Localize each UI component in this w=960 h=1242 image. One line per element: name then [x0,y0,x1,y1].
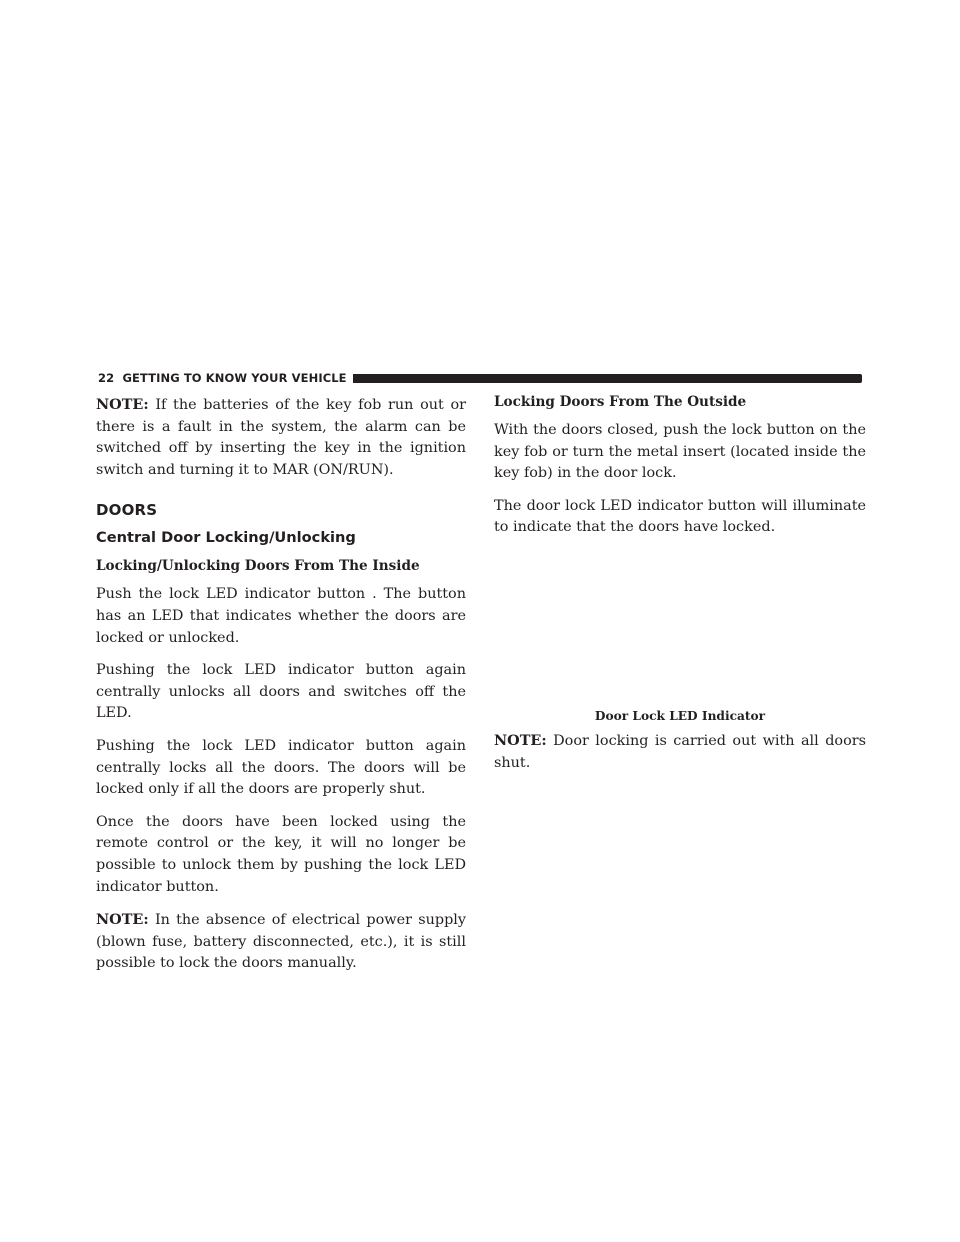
body-paragraph: The door lock LED indicator button will illuminate to indicate that the doors have locked. [494,497,866,536]
header-rule [353,374,862,383]
left-column [96,394,466,986]
right-column [494,394,866,785]
header-text [98,371,347,385]
paragraph-heading-inside: Locking/Unlocking Doors From The Inside [96,558,420,575]
figure-caption: Door Lock LED Indicator [594,708,766,723]
page-number: 22 [98,371,115,385]
section-title: GETTING TO KNOW YOUR VEHICLE [122,371,347,385]
note-text: Door locking is carried out with all doors shut. [494,732,866,771]
body-paragraph: Pushing the lock LED indicator button again centrally unlocks all doors and switches off the LED. [96,662,466,722]
note-paragraph [494,730,866,774]
note-label: NOTE: [494,731,547,749]
body-paragraph: Pushing the lock LED indicator button again centrally locks all the doors. The doors will be locked only if all the doors are properly shut. [96,737,466,798]
note-text: In the absence of electrical power supply (blown fuse, battery disconnected, etc.), it is still possible to lock the doors manually. [96,912,467,972]
paragraph-heading-outside: Locking Doors From The Outside [494,394,747,410]
note-label: NOTE: [96,911,149,929]
body-paragraph: With the doors closed, push the lock button on the key fob or turn the metal insert (located inside the key fob) in the door lock. [494,422,866,482]
note-label: NOTE: [96,396,149,413]
section-heading-doors: DOORS [96,501,158,520]
note-text: If the batteries of the key fob run out or there is a fault in the system, the alarm can be switched off by inserting the key in the ignition switch and turning it to MAR (ON/RUN). [96,397,466,478]
body-paragraph: Push the lock LED indicator button . The button has an LED that indicates whether the doors are locked or unlocked. [96,586,466,646]
subsection-heading: Central Door Locking/Unlocking [96,529,356,547]
page-header [98,370,862,386]
note-paragraph [96,909,466,975]
body-paragraph: Once the doors have been locked using the remote control or the key, it will no longer be possible to unlock them by pushing the lock LED indicator button. [96,813,466,895]
door-lock-led-figure [494,550,866,708]
note-paragraph [96,394,466,481]
